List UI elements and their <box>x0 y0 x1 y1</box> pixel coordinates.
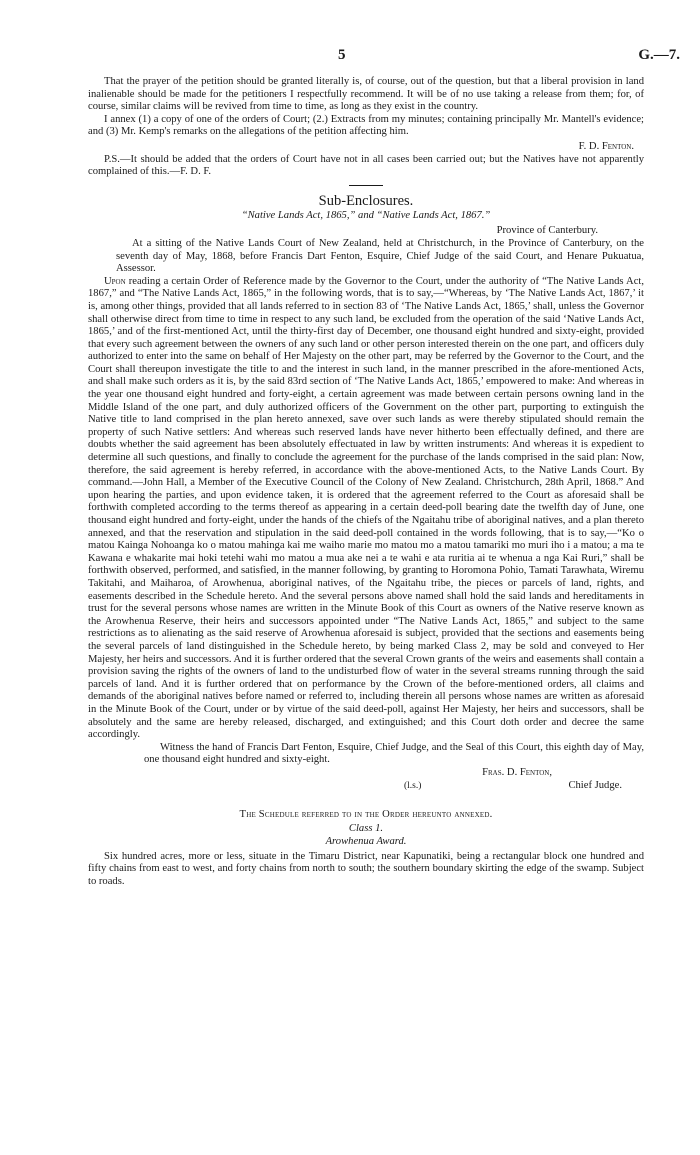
seal-mark: (l.s.) <box>404 780 422 791</box>
witness-clause: Witness the hand of Francis Dart Fenton, Esquire, Chief Judge, and the Seal of this Court, this eighth day of May, one thousand eight hundred and sixty-eight. <box>144 741 644 766</box>
section-divider <box>349 185 383 186</box>
court-order <box>88 276 644 742</box>
court-sitting: At a sitting of the Native Lands Court of New Zealand, held at Christchurch, in the Province of Canterbury, on the seventh day of May, 1868, before Francis Dart Fenton, Esquire, Chief Judge of the said Court, and Henare Pukuatua, Assessor. <box>116 237 644 275</box>
postscript: P.S.—It should be added that the orders of Court have not in all cases been carried out; but the Natives have not apparently complained of this.—F. D. F. <box>88 153 644 178</box>
signatory-title: Chief Judge. <box>568 779 622 791</box>
letter-signature: F. D. Fenton. <box>578 140 634 152</box>
schedule-award: Arowhenua Award. <box>325 836 407 848</box>
acts-subtitle <box>88 210 644 223</box>
letter-paragraph-1: That the prayer of the petition should be granted literally is, of course, out of the question, but that a liberal provision in land inalienable should be made for the petitioners I respectfully recommend. It will be of no use taking a release from them; for, of course, similar claims will be revived from time to time, as long as they exist in the country. <box>88 76 644 113</box>
court-signature-block <box>88 767 644 793</box>
order-lead-word: Upon <box>104 275 126 287</box>
letter-paragraph-2: I annex (1) a copy of one of the orders of Court; (2.) Extracts from my minutes; containing principally Mr. Mantell's evidence; and (3) Mr. Kemp's remarks on the allegations of the petition affecting him. <box>88 113 644 138</box>
subtitle-act-1867: “Native Lands Act, 1867.” <box>376 209 491 221</box>
subtitle-and: and <box>358 209 374 221</box>
schedule-description: Six hundred acres, more or less, situate in the Timaru District, near Kapunatiki, being a rectangular block one hundred and fifty chains from east to west, and forty chains from north to south; the southern boundary skirting the edge of the swamp. Subject to roads. <box>88 850 644 887</box>
sub-enclosures-heading: Sub-Enclosures. <box>318 192 414 209</box>
schedule-heading: The Schedule referred to in the Order hereunto annexed. <box>239 808 493 820</box>
signatory-name: Fras. D. Fenton, <box>482 766 552 778</box>
document-reference: G.—7. <box>638 47 680 63</box>
schedule-class: Class 1. <box>348 823 384 835</box>
subtitle-act-1865: “Native Lands Act, 1865,” <box>241 209 356 221</box>
province-line: Province of Canterbury. <box>496 225 598 237</box>
page-number: 5 <box>338 47 346 63</box>
order-text: reading a certain Order of Reference made by the Governor to the Court, under the authority of “The Native Lands Act, 1867,” and “The Native Lands Act, 1865,” in the following words, that is to say,—“Whereas, by ‘The Native Lands Act, 1867,’ it is, among other things, provided that all lands referred to in section 83 of ‘The Native Lands Act, 1865,’ shall, unless the Governor shall otherwise direct from time to time in respect to any such land, be excluded from the operation of the said ‘Native Lands Act, 1865,’ and of the first-mentioned Act, until the thirty-first day of December, one thousand eight hundred and sixty-eight, provided that every such agreement between the owners of any such land or other person interested therein on the one part, and officers duly authorized to enter into the same on behalf of Her Majesty on the other part, may be referred by the Governor to the Court, and the Court shall thereupon investigate the title to and the interest in such land, in the manner prescribed in the afore-mentioned Acts, and shall make such orders as it is, by the said 83rd section of ‘The Native Lands Act, 1865,’ empowered to make: And whereas in the year one thousand eight hundred and forty-eight, a certain agreement was made between certain persons owning land in the Middle Island of the one part, and duly authorized officers of the Government on the other part, purporting to extinguish the Native title to land comprised in the plan hereto annexed, save over such lands as were thereby stipulated should remain the property of such Native settlers: And whereas such reserved lands have never hitherto been effectually defined, and there are doubts whether the said agreement has been absolutely effectuated in law by written instruments: And whereas it is expedient to determine all such questions, and finally to conclude the agreement for the purchase of the lands comprised in the said plan: Now, therefore, the said agreement is hereby referred, in accordance with the above-mentioned Acts, to the Native Lands Court. By command.—John Hall, a Member of the Executive Council of the Colony of New Zealand. Christchurch, 28th April, 1868.” And upon hearing the parties, and upon evidence taken, it is ordered that the agreement referred to the Court as aforesaid shall be forthwith completed according to the terms thereof as appearing in a certain deed-poll bearing date the twelfth day of June, one thousand eight hundred and forty-eight, under the hands of the chiefs of the Ngaitahu tribe of aboriginal natives, and a plan thereto annexed, and that the reservation and stipulation in the said deed-poll contained in the words following, that is to say,—“Ko o matou Kainga Nohoanga ko o matou mahinga kai me waiho marie mo matou mo a matou tamariki mo muri iho i a matou; a ma te Kawana e whakarite mai hoki tetehi wahi mo matou a mua ake nei a te wahi e ata ruritia ai te whenua a nga Kai Ruri,” shall be forthwith observed, performed, and satisfied, in the manner following, by granting to Horomona Pohio, Tamati Tarawhata, Wiremu Takitahi, and Maiharoa, of Arowhenua, aboriginal natives, of the Ngaitahu tribe, the pieces or parcels of land, rights, and easements described in the Schedule hereto. And the several persons above named shall hold the said lands and hereditaments in trust for the several persons whose names are written in the Minute Book of this Court as owners of the Native reserve known as the Arowhenua Reserve, their heirs and successors appointed under “The Native Lands Act, 1865,” and subject to the same restrictions as to alienating as the said reserve of Arowhenua aforesaid is subject, provided that the sections and easements being the several parcels of land distinguished in the Schedule hereto, by being marked Class 2, may be sold and conveyed to Her Majesty, her heirs and successors. And it is further ordered that the several Crown grants of the weirs and easements shall contain a provision saving the rights of the owners of land to the undisturbed flow of water in the several streams running through the said parcels of land. And it is further ordered that on performance by the Crown of the before-mentioned orders, all claims and demands of the aboriginal natives before named or referred to, including therein all persons whose names are written as aforesaid in the Minute Book of the Court, under or by virtue of the said deed-poll, against Her Majesty, her heirs and successors, shall be absolutely and the same are hereby released, discharged, and extinguished; and this Court doth order and decree the same accordingly. <box>88 275 644 741</box>
document-body <box>88 76 644 888</box>
